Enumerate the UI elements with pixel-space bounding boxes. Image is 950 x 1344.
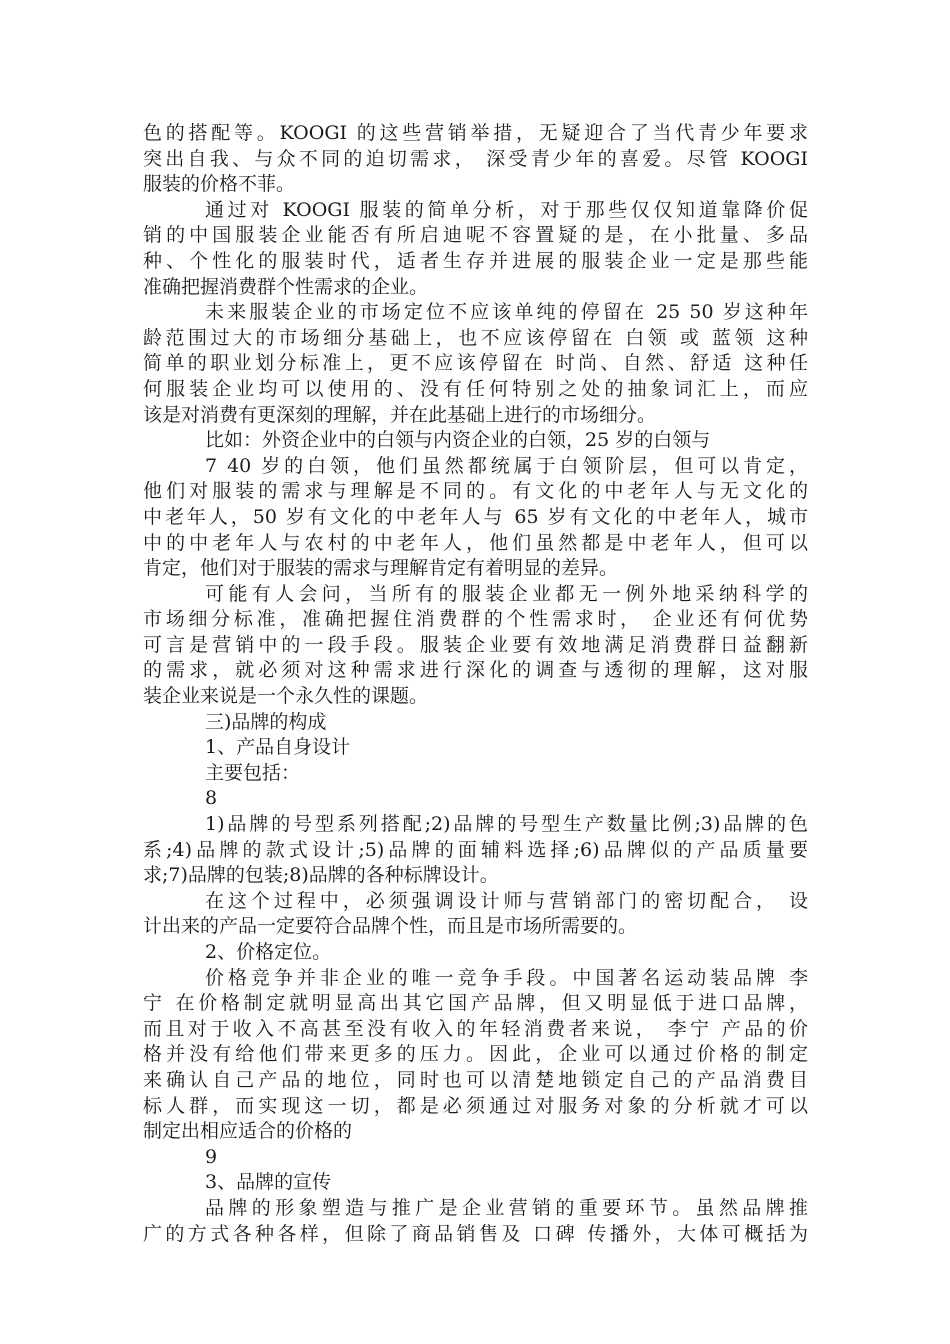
text-line: 通过对 KOOGI 服装的简单分析，对于那些仅仅知道靠降价促: [205, 198, 808, 221]
text-line: 格并没有给他们带来更多的压力。因此，企业可以通过价格的制定: [143, 1043, 808, 1066]
text-line: 来确认自己产品的地位，同时也可以清楚地锁定自己的产品消费目: [143, 1068, 808, 1091]
text-line: 种、个性化的服装时代，适者生存并进展的服装企业一定是那些能: [143, 249, 808, 272]
text-line: 1)品牌的号型系列搭配;2)品牌的号型生产数量比例;3)品牌的色: [205, 813, 808, 836]
text-line: 何服装企业均可以使用的、没有任何特别之处的抽象词汇上，而应: [143, 377, 808, 400]
text-line: 9: [205, 1145, 218, 1168]
text-line: 标人群，而实现这一切，都是必须通过对服务对象的分析就才可以: [143, 1094, 808, 1117]
text-line: 8: [205, 787, 218, 810]
text-line: 品牌的形象塑造与推广是企业营销的重要环节。虽然品牌推: [205, 1196, 808, 1219]
text-line: 龄范围过大的市场细分基础上，也不应该停留在 白领 或 蓝领 这种: [143, 326, 808, 349]
text-line: 中老年人，50 岁有文化的中老年人与 65 岁有文化的中老年人，城市: [143, 505, 808, 528]
text-line: 1、产品自身设计: [205, 736, 351, 759]
text-line: 肯定，他们对于服装的需求与理解肯定有着明显的差异。: [143, 557, 619, 580]
text-line: 可言是营销中的一段手段。服装企业要有效地满足消费群日益翻新: [143, 633, 808, 656]
text-line: 销的中国服装企业能否有所启迪呢不容置疑的是，在小批量、多品: [143, 224, 808, 247]
text-line: 计出来的产品一定要符合品牌个性，而且是市场所需要的。: [143, 915, 638, 938]
text-line: 市场细分标准，准确把握住消费群的个性需求时， 企业还有何优势: [143, 608, 808, 631]
text-line: 广的方式各种各样，但除了商品销售及 口碑 传播外，大体可概括为: [143, 1222, 808, 1245]
text-line: 比如：外资企业中的白领与内资企业的白领，25 岁的白领与: [205, 429, 711, 452]
text-line: 三)品牌的构成: [205, 710, 327, 733]
text-line: 主要包括：: [205, 761, 301, 784]
text-line: 而且对于收入不高甚至没有收入的年轻消费者来说， 李宁 产品的价: [143, 1017, 808, 1040]
document-page: [143, 121, 808, 1247]
text-line: 系;4)品牌的款式设计;5)品牌的面辅料选择;6)品牌似的产品质量要: [143, 838, 808, 861]
text-line: 2、价格定位。: [205, 941, 332, 963]
text-line: 制定出相应适合的价格的: [143, 1120, 353, 1143]
text-line: 色的搭配等。KOOGI 的这些营销举措，无疑迎合了当代青少年要求: [143, 122, 808, 144]
text-line: 突出自我、与众不同的迫切需求， 深受青少年的喜爱。尽管 KOOGI: [143, 147, 808, 170]
text-line: 他们对服装的需求与理解是不同的。有文化的中老年人与无文化的: [143, 480, 808, 503]
text-line: 的需求，就必须对这种需求进行深化的调查与透彻的理解，这对服: [143, 659, 808, 682]
text-line: 可能有人会问，当所有的服装企业都无一例外地采纳科学的: [205, 582, 808, 605]
text-line: 宁 在价格制定就明显高出其它国产品牌，但又明显低于进口品牌，: [143, 992, 808, 1015]
text-line: 7 40 岁的白领，他们虽然都统属于白领阶层，但可以肯定，: [205, 454, 808, 477]
text-line: 在这个过程中，必须强调设计师与营销部门的密切配合， 设: [205, 889, 808, 912]
text-line: 未来服装企业的市场定位不应该单纯的停留在 25 50 岁这种年: [205, 301, 808, 324]
text-line: 中的中老年人与农村的中老年人，他们虽然都是中老年人，但可以: [143, 531, 808, 554]
text-line: 价格竞争并非企业的唯一竞争手段。中国著名运动装品牌 李: [205, 966, 808, 989]
text-line: 服装的价格不菲。: [143, 173, 296, 196]
text-line: 该是对消费有更深刻的理解，并在此基础上进行的市场细分。: [143, 403, 657, 426]
text-line: 求;7)品牌的包装;8)品牌的各种标牌设计。: [143, 864, 499, 887]
text-line: 装企业来说是一个永久性的课题。: [143, 685, 429, 708]
text-line: 3、品牌的宣传: [205, 1171, 332, 1194]
text-line: 简单的职业划分标准上，更不应该停留在 时尚、自然、舒适 这种任: [143, 352, 808, 375]
text-line: 准确把握消费群个性需求的企业。: [143, 275, 429, 298]
